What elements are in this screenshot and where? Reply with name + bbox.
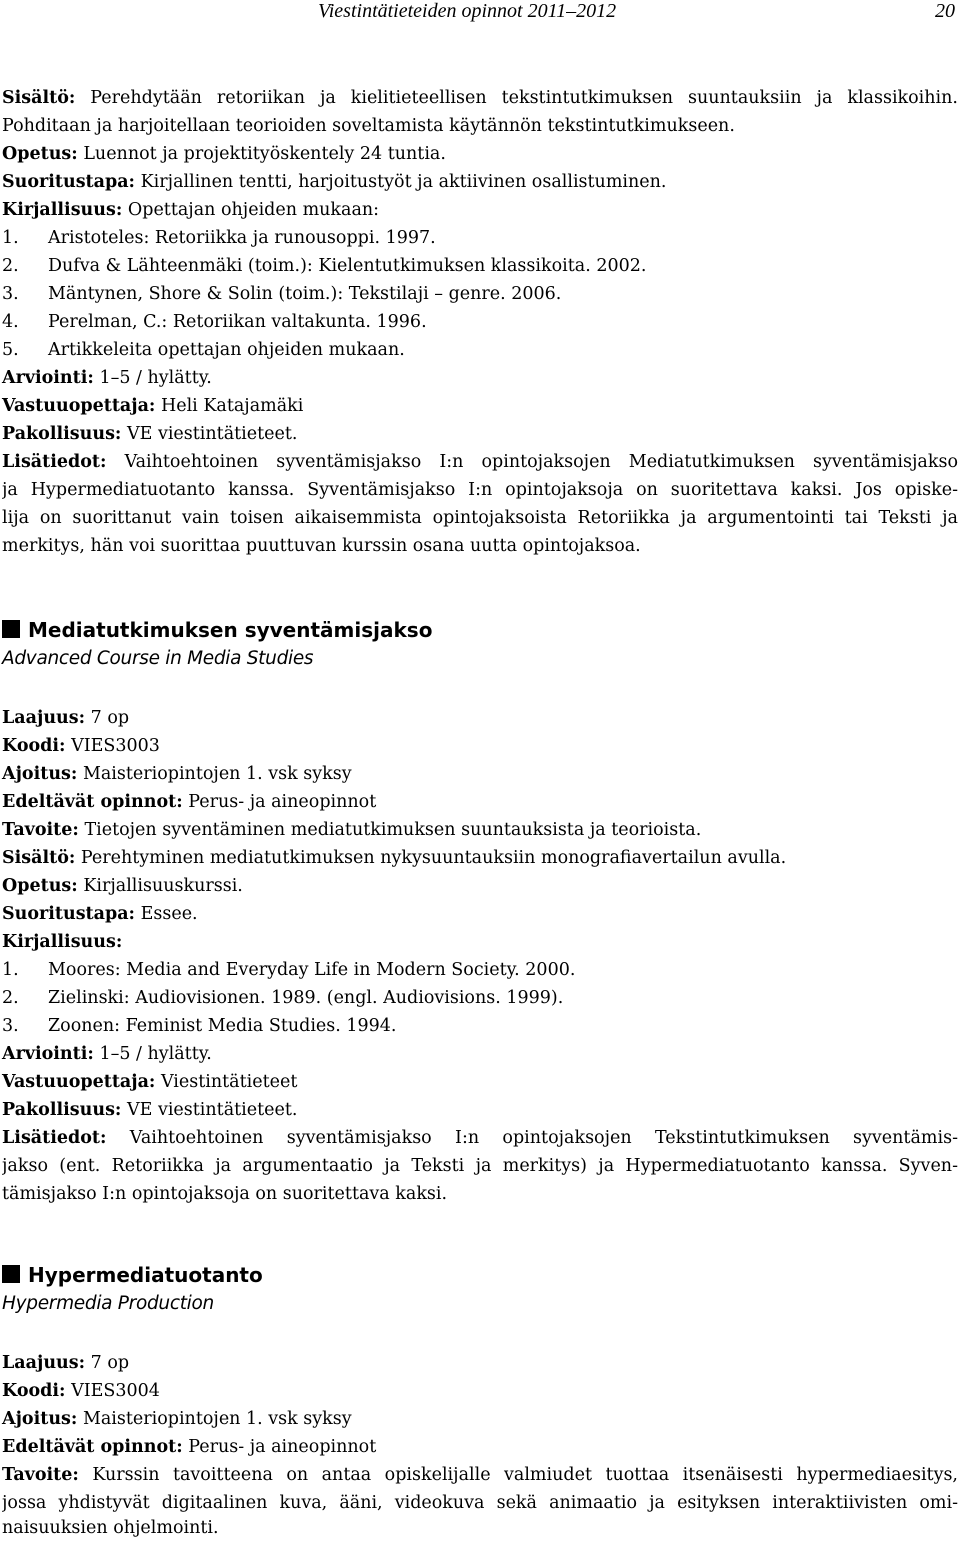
tavoite-label: Tavoite: [2, 1465, 79, 1485]
tavoite-text: Kurssin tavoitteena on antaa opiskelijalle valmiudet tuottaa itsenäisesti hypermediaesitys, [92, 1465, 958, 1485]
hyper-tavoite-line1 [2, 1461, 958, 1489]
laajuus-text: 7 op [90, 1353, 130, 1373]
intro-sisalto-line2: Pohditaan ja harjoitellaan teorioiden soveltamista käytännön tekstintutkimukseen. [2, 116, 735, 136]
koodi-label: Koodi: [2, 1381, 66, 1401]
intro-lisatiedot-line2: ja Hypermediatuotanto kanssa. Syventämisjakso I:n opintojaksoja on suoritettava kaksi. Jos opiske- [2, 480, 958, 500]
tavoite-label: Tavoite: [2, 820, 79, 840]
sisalto-text: Perehdytään retoriikan ja kielitieteellisen tekstintutkimuksen suuntauksiin ja klassikoihin. [90, 88, 958, 108]
kirjallisuus-label: Kirjallisuus: [2, 932, 123, 952]
vastuuopettaja-label: Vastuuopettaja: [2, 1072, 156, 1092]
intro-pakollisuus [2, 420, 958, 448]
media-lit-item [2, 956, 958, 984]
lisatiedot-text: Vaihtoehtoinen syventämisjakso I:n opintojaksojen Mediatutkimuksen syventämisjakso [124, 452, 958, 472]
edeltavat-label: Edeltävät opinnot: [2, 1437, 183, 1457]
square-bullet-icon [2, 620, 20, 638]
lit-text: Mäntynen, Shore & Solin (toim.): Tekstilaji – genre. 2006. [48, 284, 562, 304]
intro-sisalto-line1 [2, 84, 958, 112]
media-lisatiedot-line3: tämisjakso I:n opintojaksoja on suoritettava kaksi. [2, 1184, 448, 1204]
edeltavat-text: Perus- ja aineopinnot [188, 1437, 377, 1457]
media-lisatiedot-line1 [2, 1124, 958, 1152]
media-vastuuopettaja [2, 1068, 958, 1096]
media-edeltavat [2, 788, 958, 816]
opetus-label: Opetus: [2, 144, 78, 164]
intro-lisatiedot-line3: lija on suorittanut vain toisen aikaisemmista opintojaksoista Retoriikka ja argumentointi tai Teksti ja [2, 508, 958, 528]
intro-lisatiedot-line4: merkitys, hän voi suorittaa puuttuvan kurssin osana uutta opintojaksoa. [2, 536, 641, 556]
vastuuopettaja-text: Viestintätieteet [160, 1072, 298, 1092]
ajoitus-text: Maisteriopintojen 1. vsk syksy [82, 764, 352, 784]
suoritustapa-label: Suoritustapa: [2, 904, 136, 924]
pakollisuus-text: VE viestintätieteet. [126, 424, 298, 444]
opetus-text: Luennot ja projektityöskentely 24 tuntia. [83, 144, 446, 164]
media-lit-item [2, 1012, 958, 1040]
intro-arviointi [2, 364, 958, 392]
lit-text: Zielinski: Audiovisionen. 1989. (engl. Audiovisions. 1999). [48, 988, 564, 1008]
suoritustapa-text: Kirjallinen tentti, harjoitustyöt ja aktiivinen osallistuminen. [140, 172, 667, 192]
intro-lit-item [2, 336, 958, 364]
sisalto-label: Sisältö: [2, 88, 76, 108]
media-tavoite [2, 816, 958, 844]
lit-text: Dufva & Lähteenmäki (toim.): Kielentutkimuksen klassikoita. 2002. [48, 256, 647, 276]
lisatiedot-label: Lisätiedot: [2, 452, 107, 472]
koodi-label: Koodi: [2, 736, 66, 756]
media-arviointi [2, 1040, 958, 1068]
section-subtitle-media: Advanced Course in Media Studies [2, 648, 314, 669]
media-pakollisuus [2, 1096, 958, 1124]
lisatiedot-label: Lisätiedot: [2, 1128, 107, 1148]
intro-vastuuopettaja [2, 392, 958, 420]
intro-lit-item [2, 308, 958, 336]
section-title-text: Hypermediatuotanto [28, 1263, 263, 1287]
arviointi-label: Arviointi: [2, 1044, 94, 1064]
vastuuopettaja-label: Vastuuopettaja: [2, 396, 156, 416]
hyper-edeltavat [2, 1433, 958, 1461]
suoritustapa-text: Essee. [140, 904, 198, 924]
media-lisatiedot-line2: jakso (ent. Retoriikka ja argumentaatio ja Teksti ja merkitys) ja Hypermediatuotanto kanssa. Syven- [2, 1156, 958, 1176]
page-number: 20 [935, 0, 955, 22]
laajuus-label: Laajuus: [2, 1353, 86, 1373]
lit-number: 2. [2, 256, 19, 276]
media-lit-item [2, 984, 958, 1012]
ajoitus-text: Maisteriopintojen 1. vsk syksy [82, 1409, 352, 1429]
vastuuopettaja-text: Heli Katajamäki [160, 396, 304, 416]
lit-text: Zoonen: Feminist Media Studies. 1994. [48, 1016, 397, 1036]
arviointi-label: Arviointi: [2, 368, 94, 388]
laajuus-label: Laajuus: [2, 708, 86, 728]
lit-text: Aristoteles: Retoriikka ja runousoppi. 1997. [48, 228, 436, 248]
koodi-text: VIES3003 [71, 736, 160, 756]
section-subtitle-hyper: Hypermedia Production [2, 1293, 214, 1314]
section-title-text: Mediatutkimuksen syventämisjakso [28, 618, 433, 642]
hyper-koodi [2, 1377, 958, 1405]
media-opetus [2, 872, 958, 900]
sisalto-text: Perehtyminen mediatutkimuksen nykysuuntauksiin monografiavertailun avulla. [80, 848, 787, 868]
edeltavat-label: Edeltävät opinnot: [2, 792, 183, 812]
lisatiedot-text: Vaihtoehtoinen syventämisjakso I:n opintojaksojen Tekstintutkimuksen syventämis- [129, 1128, 958, 1148]
running-header [0, 0, 960, 26]
laajuus-text: 7 op [90, 708, 130, 728]
kirjallisuus-text: Opettajan ohjeiden mukaan: [127, 200, 380, 220]
tavoite-text: Tietojen syventäminen mediatutkimuksen suuntauksista ja teorioista. [84, 820, 702, 840]
lit-number: 3. [2, 284, 19, 304]
edeltavat-text: Perus- ja aineopinnot [188, 792, 377, 812]
lit-text: Perelman, C.: Retoriikan valtakunta. 1996. [48, 312, 427, 332]
intro-lisatiedot-line1 [2, 448, 958, 476]
lit-number: 5. [2, 340, 19, 360]
kirjallisuus-label: Kirjallisuus: [2, 200, 123, 220]
hyper-tavoite-line3: naisuuksien ohjelmointi. [2, 1518, 219, 1538]
media-suoritustapa [2, 900, 958, 928]
lit-text: Artikkeleita opettajan ohjeiden mukaan. [48, 340, 405, 360]
intro-opetus [2, 140, 958, 168]
suoritustapa-label: Suoritustapa: [2, 172, 136, 192]
lit-number: 1. [2, 960, 19, 980]
ajoitus-label: Ajoitus: [2, 764, 78, 784]
hyper-tavoite-line2: jossa yhdistyvät digitaalinen kuva, ääni, videokuva sekä animaatio ja esityksen interaktiivisten omi- [2, 1493, 958, 1513]
media-laajuus [2, 704, 958, 732]
section-title-hyper [2, 1261, 263, 1289]
media-ajoitus [2, 760, 958, 788]
hyper-ajoitus [2, 1405, 958, 1433]
lit-text: Moores: Media and Everyday Life in Modern Society. 2000. [48, 960, 576, 980]
opetus-label: Opetus: [2, 876, 78, 896]
intro-kirjallisuus [2, 196, 958, 224]
koodi-text: VIES3004 [71, 1381, 160, 1401]
sisalto-label: Sisältö: [2, 848, 76, 868]
arviointi-text: 1–5 / hylätty. [99, 368, 212, 388]
lit-number: 1. [2, 228, 19, 248]
intro-lit-item [2, 224, 958, 252]
section-title-media [2, 616, 432, 644]
media-koodi [2, 732, 958, 760]
pakollisuus-label: Pakollisuus: [2, 1100, 122, 1120]
media-kirjallisuus [2, 928, 958, 956]
hyper-laajuus [2, 1349, 958, 1377]
media-sisalto [2, 844, 958, 872]
header-title: Viestintätieteiden opinnot 2011–2012 [318, 0, 617, 22]
pakollisuus-label: Pakollisuus: [2, 424, 122, 444]
square-bullet-icon [2, 1265, 20, 1283]
pakollisuus-text: VE viestintätieteet. [126, 1100, 298, 1120]
intro-lit-item [2, 280, 958, 308]
intro-lit-item [2, 252, 958, 280]
lit-number: 3. [2, 1016, 19, 1036]
lit-number: 2. [2, 988, 19, 1008]
lit-number: 4. [2, 312, 19, 332]
arviointi-text: 1–5 / hylätty. [99, 1044, 212, 1064]
ajoitus-label: Ajoitus: [2, 1409, 78, 1429]
opetus-text: Kirjallisuuskurssi. [83, 876, 243, 896]
intro-suoritustapa [2, 168, 958, 196]
